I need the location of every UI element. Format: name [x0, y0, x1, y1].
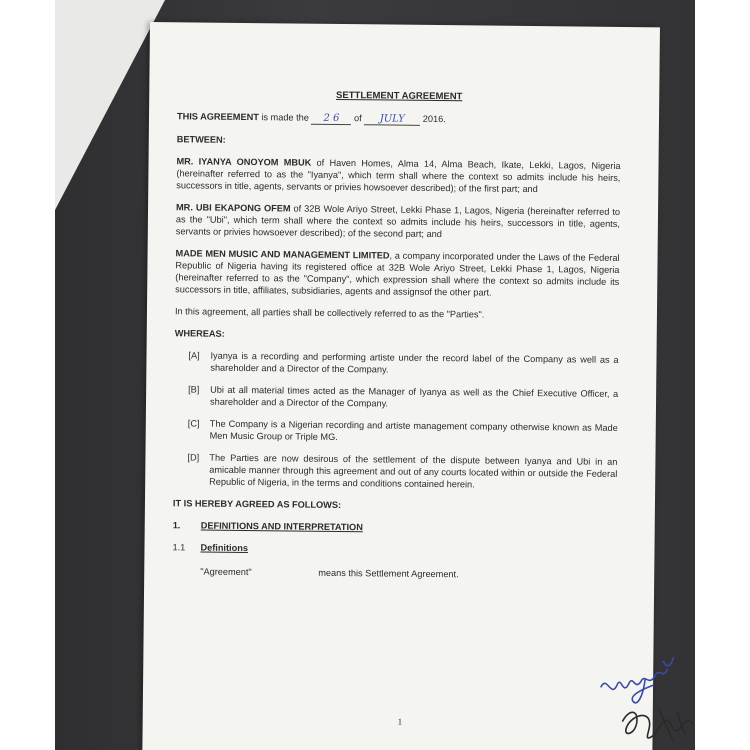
collective-reference: In this agreement, all parties shall be collectively referred to as the "Parties". [174, 306, 485, 320]
agreed-heading: IT IS HEREBY AGREED AS FOLLOWS: [172, 498, 342, 511]
party-paragraph [176, 155, 620, 196]
intro-of: of [353, 113, 362, 124]
party-text: of Haven Homes, Alma 14, Alma Beach, Ikate, Lekki, Lagos, Nigeria (hereinafter referred to as the "Iyanya", which term shall where the context so admits include his heirs, successors in title, agents, servants or privies howsoever described); of the first part; and [176, 157, 621, 195]
intro-year: 2016. [422, 113, 446, 125]
recital-item [173, 451, 617, 492]
handwritten-month: JULY [364, 113, 420, 126]
document-title: SETTLEMENT AGREEMENT [336, 89, 463, 103]
definition-meaning: means this Settlement Agreement. [318, 567, 459, 580]
agreement-intro [177, 110, 621, 128]
recital-text: The Parties are now desirous of the settlement of the dispute between Iyanya and Ubi in an amicable manner through this agreement and out of any courts located within or outside the Federal Republic of Nigeria, in the terms and conditions contained herein. [209, 452, 618, 490]
definition-row [172, 565, 616, 582]
definition-term: "Agreement" [200, 566, 252, 578]
document-body [172, 88, 621, 582]
page-number: 1 [397, 716, 403, 727]
whereas-heading: WHEREAS: [174, 328, 225, 339]
recital-label: [B] [188, 384, 200, 395]
section-heading [173, 519, 617, 536]
section-title: DEFINITIONS AND INTERPRETATION [200, 520, 363, 533]
section-number: 1. [172, 520, 181, 531]
between-heading: BETWEEN: [176, 134, 226, 145]
recital-text: Ubi at all material times acted as the Manager of Iyanya as well as the Chief Executive Officer, a shareholder and a Director of the Company. [209, 384, 619, 409]
party-name: MR. IYANYA ONOYOM MBUK [176, 156, 312, 168]
recital-text: Iyanya is a recording and performing artiste under the record label of the Company as well as a shareholder and a Director of the Company. [210, 350, 619, 375]
recital-item [174, 383, 618, 412]
subsection-title: Definitions [200, 542, 249, 554]
subsection-heading [172, 541, 616, 558]
party-paragraph [176, 201, 620, 242]
recital-item [174, 417, 618, 446]
party-name: MR. UBI EKAPONG OFEM [176, 202, 291, 214]
recital-item [174, 349, 618, 378]
handwritten-day: 2 6 [311, 113, 351, 125]
party-text: , a company incorporated under the Laws of the Federal Republic of Nigeria having its registered office at 32B Wole Ariyo Street, Lekki Phase 1, Lagos, Nigeria (hereinafter referred to as the "Company", which expression shall where the context so admits include its successors in title, affiliates, subsidiaries, agents and assignsof the other part. [175, 250, 620, 298]
intro-prefix: THIS AGREEMENT [176, 111, 259, 123]
subsection-number: 1.1 [172, 542, 186, 553]
intro-made-the: is made the [258, 112, 309, 123]
party-text: of 32B Wole Ariyo Street, Lekki Phase 1, Lagos, Nigeria (hereinafter referred to as the "Ubi", which term shall where the context so admits include his heirs, successors in title, agents, servants or privies howsoever described); of the second part; and [175, 203, 621, 240]
photo-background [55, 0, 695, 750]
recital-text: The Company is a Nigerian recording and artiste management company otherwise known as Made Men Music Group or Triple MG. [209, 418, 618, 442]
document-page [142, 22, 660, 750]
recital-label: [C] [187, 418, 200, 429]
recital-label: [A] [188, 350, 200, 361]
recital-label: [D] [187, 452, 200, 463]
party-name: MADE MEN MUSIC AND MANAGEMENT LIMITED [175, 248, 390, 261]
party-paragraph [175, 247, 619, 300]
signature-initials [592, 639, 695, 750]
